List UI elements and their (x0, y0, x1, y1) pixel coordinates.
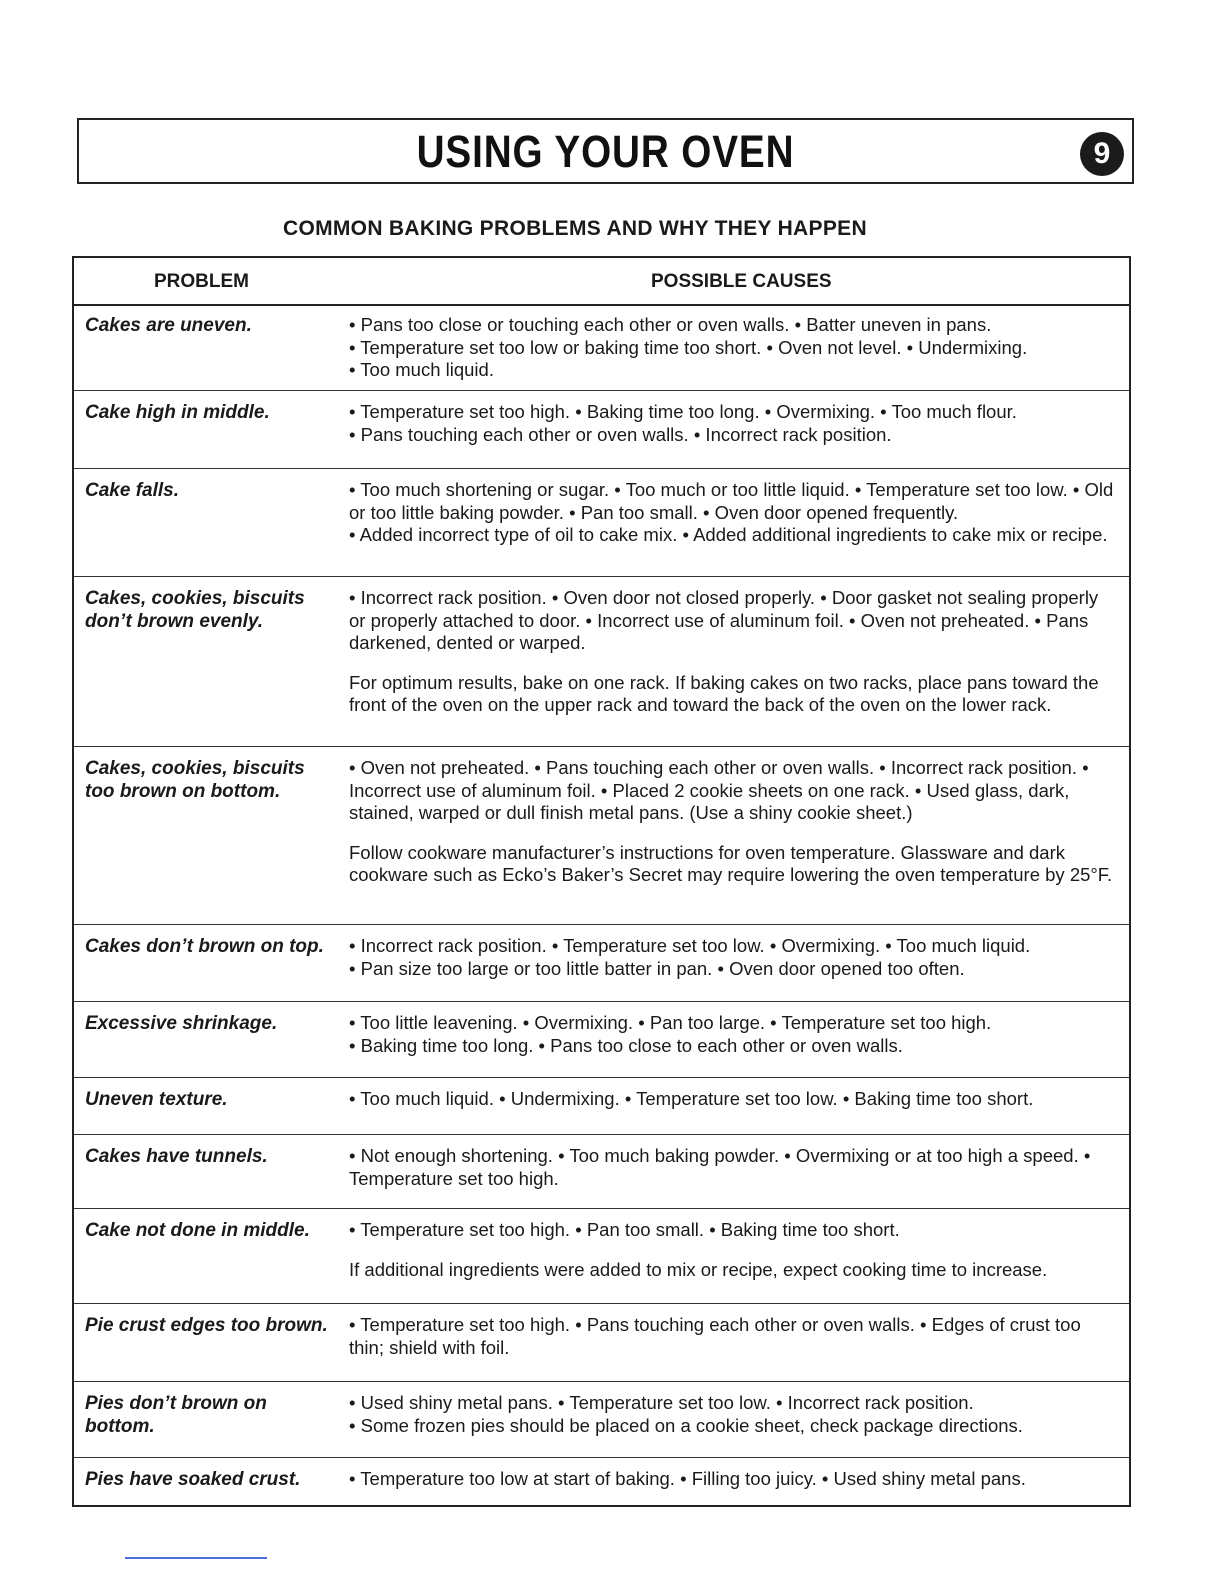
table-row (74, 390, 1129, 469)
cause-paragraph: • Oven not preheated. • Pans touching each other or oven walls. • Incorrect rack position. • Incorrect use of aluminum foil. • Placed 2 cookie sheets on one rack. • Used glass, dark, stained, warped or dull finish metal pans. (Use a shiny cookie sheet.) (349, 757, 1089, 823)
causes-cell (349, 757, 1119, 887)
problem-cell: Cake not done in middle. (85, 1220, 310, 1241)
problem-cell: Pie crust edges too brown. (85, 1315, 328, 1336)
problem-cell: Cake high in middle. (85, 402, 270, 423)
causes-cell (349, 1145, 1119, 1190)
cause-paragraph: Follow cookware manufacturer’s instructions for oven temperature. Glassware and dark cookware such as Ecko’s Baker’s Secret may require lowering the oven temperature by 25°F. (349, 841, 1113, 885)
page-number-badge (1080, 132, 1124, 176)
problem-cell: Cakes don’t brown on top. (85, 936, 324, 957)
problem-cell: Pies don’t brown on bottom. (85, 1393, 267, 1437)
problem-cell: Cakes are uneven. (85, 315, 252, 336)
table-row (74, 924, 1129, 1002)
table-row (74, 576, 1129, 747)
problem-cell: Cake falls. (85, 480, 179, 501)
cause-paragraph: • Pans too close or touching each other or oven walls. • Batter uneven in pans. • Temperature set too low or baking time too short. • Oven not level. • Undermixing. • Too much liquid. (349, 314, 1028, 380)
causes-cell (349, 314, 1119, 382)
section-title: COMMON BAKING PROBLEMS AND WHY THEY HAPPEN (283, 217, 867, 240)
table-row (74, 746, 1129, 925)
page-title: USING YOUR OVEN (416, 126, 795, 177)
cause-paragraph: • Too much liquid. • Undermixing. • Temperature set too low. • Baking time too short. (349, 1088, 1034, 1109)
cause-paragraph: • Temperature set too high. • Pans touching each other or oven walls. • Edges of crust too thin; shield with foil. (349, 1314, 1081, 1358)
cause-paragraph: • Temperature set too high. • Baking time too long. • Overmixing. • Too much flour. • Pans touching each other or oven walls. • Incorrect rack position. (349, 401, 1017, 445)
causes-cell (349, 1012, 1119, 1057)
causes-cell (349, 1468, 1119, 1491)
causes-cell (349, 1314, 1119, 1359)
table-row (74, 304, 1129, 390)
table-row (74, 1077, 1129, 1135)
table-row (74, 1303, 1129, 1382)
table-row (74, 468, 1129, 577)
cause-paragraph: • Incorrect rack position. • Temperature set too low. • Overmixing. • Too much liquid. • Pan size too large or too little batter in pan. • Oven door opened too often. (349, 935, 1031, 979)
causes-cell (349, 479, 1119, 547)
cause-paragraph: • Too much shortening or sugar. • Too much or too little liquid. • Temperature set too low. • Old or too little baking powder. • Pan too small. • Oven door opened frequently. • Added incorrect type of oil to cake mix. • Added additional ingredients to cake mix or recipe. (349, 479, 1114, 545)
table-header (74, 258, 1129, 306)
column-header-problem: PROBLEM (154, 271, 249, 292)
causes-cell (349, 401, 1119, 446)
causes-cell (349, 1088, 1119, 1111)
baking-problems-table (72, 256, 1131, 1507)
causes-cell (349, 587, 1119, 717)
cause-paragraph: • Incorrect rack position. • Oven door not closed properly. • Door gasket not sealing properly or properly attached to door. • Incorrect use of aluminum foil. • Oven not preheated. • Pans darkened, dented or warped. (349, 587, 1099, 653)
problem-cell: Excessive shrinkage. (85, 1013, 278, 1034)
page-number: 9 (1093, 137, 1111, 170)
footer-rule (125, 1557, 267, 1559)
cause-paragraph: For optimum results, bake on one rack. If baking cakes on two racks, place pans toward the front of the oven on the upper rack and toward the back of the oven on the lower rack. (349, 671, 1099, 715)
cause-paragraph: • Temperature too low at start of baking. • Filling too juicy. • Used shiny metal pans. (349, 1468, 1026, 1489)
column-header-causes: POSSIBLE CAUSES (651, 271, 832, 292)
cause-paragraph: • Not enough shortening. • Too much baking powder. • Overmixing or at too high a speed. • Temperature set too high. (349, 1145, 1091, 1189)
problem-cell: Uneven texture. (85, 1089, 228, 1110)
causes-cell (349, 1392, 1119, 1437)
cause-paragraph: If additional ingredients were added to mix or recipe, expect cooking time to increase. (349, 1258, 1048, 1280)
problem-cell: Cakes have tunnels. (85, 1146, 268, 1167)
table-row (74, 1001, 1129, 1078)
table-row (74, 1457, 1129, 1508)
problem-cell: Pies have soaked crust. (85, 1469, 301, 1490)
cause-paragraph: • Temperature set too high. • Pan too small. • Baking time too short. (349, 1219, 900, 1240)
causes-cell (349, 1219, 1119, 1281)
cause-paragraph: • Used shiny metal pans. • Temperature set too low. • Incorrect rack position. • Some frozen pies should be placed on a cookie sheet, check package directions. (349, 1392, 1023, 1436)
table-row (74, 1381, 1129, 1458)
table-row (74, 1208, 1129, 1304)
table-row (74, 1134, 1129, 1209)
problem-cell: Cakes, cookies, biscuits don’t brown evenly. (85, 588, 305, 632)
causes-cell (349, 935, 1119, 980)
problem-cell: Cakes, cookies, biscuits too brown on bottom. (85, 758, 305, 802)
cause-paragraph: • Too little leavening. • Overmixing. • Pan too large. • Temperature set too high. • Baking time too long. • Pans too close to each other or oven walls. (349, 1012, 992, 1056)
page-header (77, 118, 1134, 184)
